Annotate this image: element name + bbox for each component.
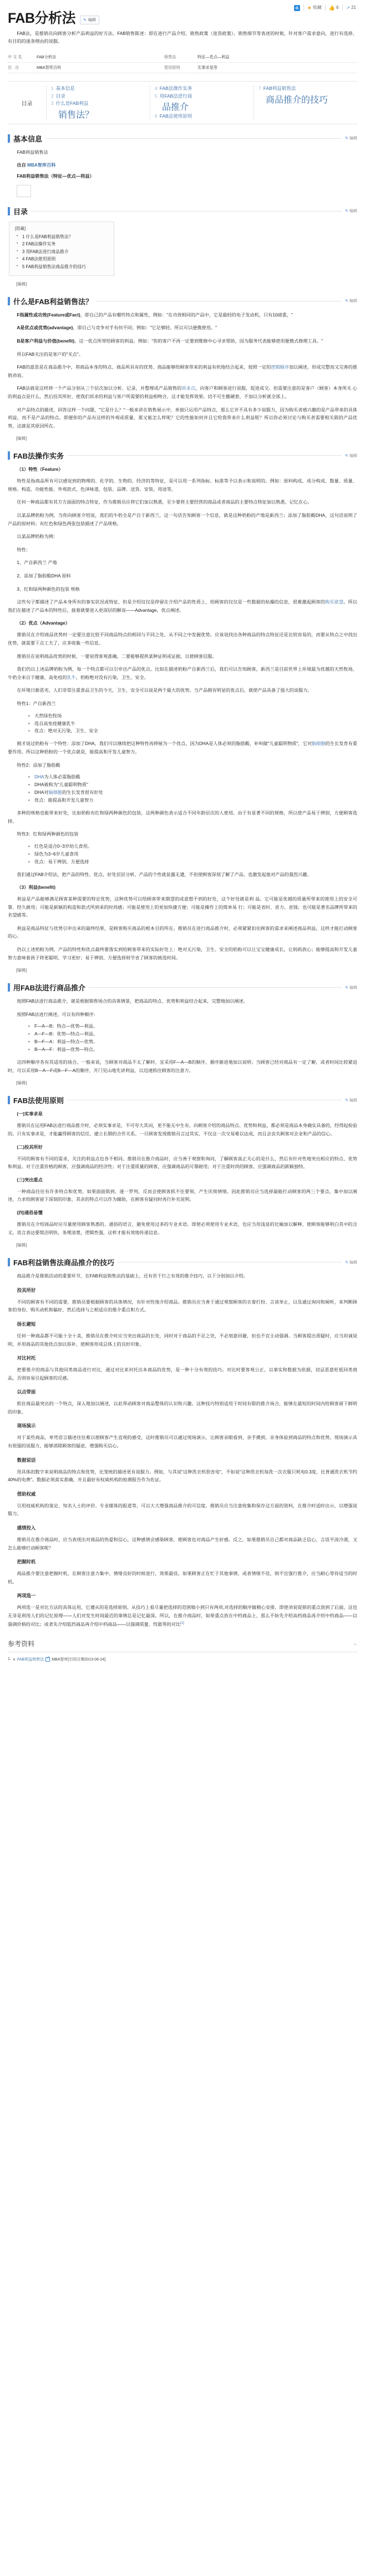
section-body-tips: [8, 1272, 357, 1629]
source-link[interactable]: MBA智库百科: [27, 162, 56, 168]
pencil-icon: ✎: [345, 1098, 348, 1103]
tip-heading-1: 投其所好: [17, 1287, 36, 1293]
feature-item-2: 2、添加了脂肪酸DHA 原料: [17, 573, 71, 579]
feature-para-4a: 这些句子都描述了产品本身所有的事实状况或特征，但是介绍仅仅是停留在介绍产品的性质上，给顾客的仅仅是一些数据的枯燥的信息，很难激起顾客的: [17, 600, 326, 605]
section-title: 用FAB法进行商品推介: [13, 984, 86, 993]
hide-toggle[interactable]: [隐藏]: [15, 225, 26, 231]
list-item: [34, 773, 357, 781]
like-button[interactable]: [326, 4, 343, 11]
toc-number: 3: [51, 100, 54, 107]
tip-heading-3: 对比衬托: [17, 1355, 36, 1361]
list-item: • 选自高免疫健康乳牛: [34, 720, 357, 728]
dha-link[interactable]: DHA: [34, 774, 44, 780]
list-item: • 优点：绝对无污染，卫生、安全: [34, 727, 357, 735]
advantage-para-3: [8, 666, 357, 682]
tip-heading-8: 感情投入: [17, 1525, 36, 1531]
feature-desc: ，即自己的产品有哪些特点和属性，例如："在功效相同的产品中，它是最轻的电子发动机，只有10磅重，": [80, 312, 293, 318]
tip-para-3: 把要推介的商品与其他同类商品进行对比，通过对比来衬托出本商品的优势，是一种十分有效的技巧。对比时要客观公正，以事实和数据为依据，切忌恶意贬低同类商品，否则容易引起顾客的反感。: [8, 1367, 357, 1381]
benefit-para-1: 利益是产品能够满足顾客某种需要的特定优势，这种优势可以给顾客带来期望的或意想不到的好处，这个好处就是利 益。它可能是优越的质量所带来的使用上的安全可靠、经久耐用；可能是新颖的构造和款式所到来的时尚感；可能是使用上的更加快捷方便；可能是操作上的简单易 行；可能是省时、省力、省钱；也可能是著名品牌所带来的名望感等。: [8, 897, 357, 918]
section-accent-bar: [8, 207, 10, 215]
principle-para-3: 一种商品往往有许多特点和优势，如果面面俱到，逐一罗列，反而会使顾客抓不住要领，产生厌烦情绪。因此推销员应当选择最能打动顾客的两三个要点，集中加以阐述，力求给顾客留下深刻的印象。其余的特点可以作为辅助，在顾客有疑问时再行补充说明。: [8, 1189, 357, 1203]
spec-para: 多种的规格也能带来好处，比如奶粉有红和绿两种颜色的包装，这两种颜色表示适合不同年龄层次的人使用。由于有显著不同的规格，所以使产品易于辨别，方便顾客选择。: [8, 810, 357, 824]
purchase-desire-link[interactable]: 购买欲望: [325, 600, 344, 605]
brain-cell-link[interactable]: 脑细胞: [48, 790, 63, 796]
section-divider: [67, 455, 342, 456]
benefit-para-3: 仍以上述奶粉为例，产品的特性和优点最终要落实到给顾客带来的实际好处上：绝对无污染，卫生、安全的奶粉可以让宝宝健康成长，让妈妈放心；能够提高和开发儿童智力意味着孩子将更聪明、学习更好；易于辨别、方便选择则节省了顾客的挑选时间。: [8, 947, 357, 960]
page-title: FAB分析法: [8, 11, 76, 26]
placeholder-box: [17, 185, 31, 197]
dha-para-a: 刚才说过奶粉有一个特性：添加了DHA。我们可以继续把这种特性再伸展为一个优点，因为DHA是人体必须的脂肪酸，补叫做"儿童聪明物质"，它对: [17, 741, 312, 747]
list-item[interactable]: • 2 FAB法操作实务: [22, 240, 108, 248]
star-icon: ★: [307, 4, 312, 11]
section-divider: [31, 211, 342, 212]
tips-intro: 商品推介是推销活动的重要环节，在FAB利益销售法的基础上，还有若干行之有效的推介技巧，以下分别加以介绍。: [17, 1274, 249, 1279]
toc-text: 基本信息: [55, 85, 75, 92]
toc-entry[interactable]: [51, 85, 145, 93]
list-item-pre: DHA对: [34, 790, 49, 796]
section-body-contents: [8, 217, 357, 287]
section-edit-button[interactable]: [345, 1098, 357, 1103]
inline-edit-tag[interactable]: [编辑]: [16, 436, 27, 441]
advantage-para-4: 在环境日渐恶劣，人们非常注重食品卫生的今天，卫生、安全可以说是两个最大的优势。当产品拥有明显的优点后，就使产品具备了强大的说服力。: [17, 688, 312, 693]
reference-entry: [8, 1657, 357, 1662]
section-accent-bar: [8, 983, 10, 992]
favorite-button[interactable]: [304, 4, 326, 11]
title-edit-label: 编辑: [88, 18, 96, 22]
section-header-basic-info: [8, 133, 357, 144]
source-prefix: 出自: [17, 162, 28, 168]
tip-heading-10: 两项选一: [17, 1593, 36, 1599]
list-item: • 天然绿色牧场: [34, 712, 357, 720]
info-table: [8, 52, 357, 73]
pencil-icon: ✎: [83, 18, 87, 22]
section-edit-button[interactable]: [345, 298, 357, 304]
tip-heading-6: 数据说话: [17, 1457, 36, 1463]
pencil-icon: ✎: [345, 454, 348, 458]
fab-meaning-b: 加以阐述，形成完整而又完善的推销劝说。: [8, 365, 357, 378]
list-item: • B—A—F：利益—优势—特点。: [34, 1046, 357, 1054]
tip-heading-7: 借助权威: [17, 1491, 36, 1497]
toc-column: [47, 85, 150, 120]
section-edit-label: 编辑: [349, 1260, 357, 1265]
reference-source: MBA智库[引用日期2013-06-24]: [52, 1657, 106, 1662]
feature-term: F指属性或功效(Feature或Fact): [17, 312, 80, 318]
toc-text: 目录: [55, 93, 65, 99]
feature-item-1: 1、产自新西兰 产地: [17, 560, 57, 566]
feature3-list: [8, 843, 357, 866]
toc-text: FAB法使用原则: [159, 113, 192, 119]
pencil-icon: ✎: [345, 985, 348, 990]
feature-para-4: [8, 598, 357, 615]
tip-para-9: 商品推介要注意把握时机，在顾客注意力集中、情绪良好的时候进行，效果最佳。如果顾客正在忙于其他事情，或者情绪不佳，则不宜强行推介，应当耐心等待适当的时机。: [8, 1571, 357, 1584]
reference-caret[interactable]: ∧: [12, 1657, 16, 1662]
section-header-contents: [8, 206, 357, 217]
section-accent-bar: [8, 297, 10, 305]
section-body-basic-info: [8, 149, 357, 197]
table-row: [8, 52, 357, 63]
toc-number: 6: [155, 113, 158, 119]
reference-link[interactable]: FAB利益销售法: [17, 1657, 44, 1662]
list-item-text: 的生长发育很有好处: [62, 790, 103, 796]
toc-entry[interactable]: [51, 93, 145, 100]
contents-list: [15, 233, 108, 271]
pencil-icon: ✎: [345, 1260, 348, 1265]
inline-edit-tag[interactable]: [编辑]: [16, 281, 27, 286]
list-item: • A—F—B：优势—特点—利益。: [34, 1030, 357, 1038]
logic-order-link[interactable]: 逻辑顺序: [271, 365, 290, 370]
table-of-contents: [8, 81, 357, 124]
toc-number: 2: [51, 93, 54, 99]
plus-icon: [294, 5, 300, 11]
info-key: 销售法: [164, 52, 197, 63]
section-edit-button[interactable]: [345, 1260, 357, 1265]
toc-label: 目录: [8, 85, 47, 120]
list-item: • 优点：易于辨别，方便选择: [34, 858, 357, 866]
info-key: 使用原则: [164, 63, 197, 73]
section-header-tips: [8, 1257, 357, 1267]
feature3-label: 特性3：红和绿两种颜色的包装: [17, 832, 79, 837]
tip-para-2: 任何一种商品都不可能十全十美，推销员在推介时应当突出商品的长处，同时对于商品的不足之处，不必刻意回避，但也不宜主动强调。当顾客提出质疑时，应当坦诚说明，并用商品的其他优点加以弥补，使顾客形成总体上的良好印象。: [8, 1333, 357, 1347]
toc-text: FAB法操作实务: [159, 85, 192, 92]
section-edit-label: 编辑: [349, 209, 357, 214]
section-title: 目录: [13, 207, 28, 216]
principle-heading-1: (一)实事求是: [17, 1111, 43, 1117]
section-body-promotion: [8, 998, 357, 1086]
toc-entry[interactable]: [155, 113, 249, 120]
section-title: FAB利益销售法商品推介的技巧: [13, 1259, 115, 1267]
toc-entry[interactable]: [258, 85, 353, 93]
toc-entry[interactable]: [155, 85, 249, 93]
inline-edit-tag[interactable]: [编辑]: [16, 968, 27, 973]
toc-column: [150, 85, 254, 120]
toc-number: 4: [155, 85, 158, 92]
section-header-promotion: [8, 982, 357, 993]
basic-info-line3: FAB利益销售法（特征—优点—利益）: [17, 173, 94, 179]
toc-entry[interactable]: [51, 100, 145, 108]
subheading-advantage: （2）优点（Advantage）: [17, 621, 70, 626]
toc-text-cont[interactable]: 销售法？: [58, 110, 94, 120]
principle-heading-3: (三)突出重点: [17, 1177, 43, 1183]
tip-para-5: 对于某些商品，单凭语言描述往往难以使顾客产生直观的感受，这时推销员可以通过现场演示，让顾客亲眼看到、亲手摸到、亲身体验到商品的特点和优势。现场演示具有很强的说服力，能够消除顾客的疑虑，增强购买信心。: [8, 1435, 357, 1449]
fab-summary: 我们通过FAB介绍法，把产品的特性、优点、好处层层分析，产品的个性就显露无遗，不但使顾客深刻了解了产品，也激发起他对产品的强烈兴趣。: [17, 872, 312, 877]
feature-para-1: 特性是指商品所有可以感觉到的物理的、化学的、生物的、经济的等特征，是可以用一系列指标、标准等予以表示和说明的。例如：原料构成、成分构成、数量、质量、规格、构造、功能性能、外观款式、色泽味道、包装、品牌、送货、安装、用途等，: [8, 479, 357, 492]
appeal-point-link[interactable]: 诉求点: [181, 386, 196, 391]
section-edit-button[interactable]: [345, 453, 357, 459]
pencil-icon: ✎: [345, 299, 348, 304]
basic-info-line1: FAB利益销售法: [17, 149, 48, 155]
list-item[interactable]: • 5 FAB利益销售法商品推介的技巧: [22, 263, 108, 271]
section-body-practice: [8, 466, 357, 973]
advantage-para-2: 推销员在说明商品优势的时候，一要说得客观准确，二要能够提供某种证明或证据，以使顾客信服。: [17, 653, 217, 659]
benefit-definition: [8, 338, 357, 346]
references-header: [8, 1639, 357, 1652]
section-title: FAB法操作实务: [13, 452, 64, 461]
share-count: 21: [351, 5, 356, 10]
advantage-para-3a: 我们仍以上述品牌奶粉为例，每一个特点都可以引申出产品的优点。比如在描述奶粉产自新西兰后，我们可以告知顾客，新西兰是目前世界上环境最为优越的天然牧场，牛奶全来自于健康、高免疫的: [8, 667, 357, 680]
title-edit-button[interactable]: [80, 16, 99, 24]
section-edit-label: 编辑: [349, 454, 357, 458]
list-item: [34, 789, 357, 797]
section-header-principles: [8, 1095, 357, 1105]
dairy-cow-link[interactable]: 乳牛: [67, 675, 76, 680]
product-feature-desc: [8, 406, 357, 431]
toc-column: [254, 85, 357, 120]
feature1-label: 特性1：产自新西兰: [17, 701, 56, 706]
subheading-feature: （1）特性（Feature）: [17, 467, 63, 472]
info-key: 出 自: [8, 63, 37, 73]
list-item[interactable]: • 3 用FAB法进行商品推介: [22, 248, 108, 256]
product-feature-text: 对产品特点的描述，回答这样一个问题，"它是什么？"一般来讲在销售展示中，单独只运用产品特点，那么它并不具有多少说服力，因为购买者感兴趣的是产品带来的具体利益，而不是产品的特点。即便你的产品有这样的外观或质量，那又能怎么样呢？它的性能如何并且它给我带来什么利益呢？所以你必须讨论与购买者需要相关联的产品优势，这就是其原因所在。: [8, 407, 357, 429]
section-edit-label: 编辑: [349, 299, 357, 304]
section-accent-bar: [8, 134, 10, 143]
section-edit-button[interactable]: [345, 208, 357, 214]
like-count: 6: [336, 5, 339, 10]
milk-example-label: 以某品牌奶粉为例：: [17, 534, 58, 540]
feature-label: 特性：: [17, 547, 31, 552]
promotion-para-1: 按照FAB法进行商品推介，就是根据销售场合的具体情景，把商品的特点、优势和利益结合起来，完整地加以阐述。: [17, 999, 249, 1004]
add-to-collection-button[interactable]: [291, 4, 304, 11]
inline-edit-tag[interactable]: [编辑]: [16, 1080, 27, 1086]
section-edit-button[interactable]: [345, 135, 357, 141]
feature2-list: [8, 773, 357, 804]
info-value: MBA智库百科: [37, 63, 164, 73]
tip-heading-2: 扬长避短: [17, 1321, 36, 1327]
share-icon: ↗: [346, 4, 351, 11]
list-item: • F—A—B：特点—优势—利益。: [34, 1023, 357, 1030]
tip-para-7: 引用权威机构的鉴定、知名人士的评价、专业媒体的报道等，可以大大增强商品推介的可信度。推销员应当注意收集和保存这方面的资料，在推介时适时出示，以增强说服力。: [8, 1503, 357, 1517]
info-value: 特征—优点—利益: [197, 52, 357, 63]
tip-para-10-text: 两项选一是对比方法的具体运用，它遵从的是选择原则。从技巧上看尽量把选择的范围缩小到只有两项,对选择的顺序做精心安排，即使劝说促销的重点放到了后面，这也无非是利用人们的记忆原理——人们对发生时间最近的事情总是记忆最深。所以，在推介商品时，如果重点放在中档商品上，那么不妨先介绍高档商品再介绍中档商品——以强调价格的对比；或者先介绍低挡商品再介绍中档商品——以强调质量、性能等的对比: [8, 1605, 357, 1627]
section-edit-label: 编辑: [349, 137, 357, 141]
subheading-benefit: （3）利益(benefit): [17, 885, 55, 890]
fab-levels-a: FAB法就是这样将一个产品分别从三个层次加以分析、记录，并整理成产品销售的: [17, 386, 182, 391]
tip-heading-9: 把握时机: [17, 1559, 36, 1565]
section-header-practice: [8, 450, 357, 461]
tip-para-1: 不同的顾客有不同的需要，推销员要根据顾客的具体情况，有针对性地介绍商品。推销员应当善于通过观察顾客的衣着打扮、言谈举止，以及通过询问和倾听，来判断顾客的身份、购买动机和偏好，然后选择与之相适应的推介重点和方式。: [8, 1299, 357, 1313]
chevron-down-icon[interactable]: ⌄: [353, 1640, 357, 1646]
feature-para-2: 任何一种商品都有其方方面面的特点特征，作为推销员应将它们加以熟悉，至少要将主要经营的商品或者商品的主要特点特征加以熟悉，记忆在心。: [17, 500, 312, 505]
inline-edit-tag[interactable]: [编辑]: [16, 1242, 27, 1248]
contents-box: [9, 222, 114, 276]
principle-heading-2: (二)投其所好: [17, 1144, 43, 1150]
principle-para-2: 不同的顾客有不同的需求，关注的利益点也各不相同。推销员在推介商品时，应当善于观察和询问，了解顾客真正关心的是什么，然后有针对性地突出相应的特点、优势和利益。对于注重价格的顾客，应强调商品的经济性；对于注重质量的顾客，应强调商品的可靠耐用；对于注重时尚的顾客，应强调商品的新颖独特。: [8, 1156, 357, 1170]
list-item[interactable]: • 1 什么是FAB利益销售法？: [22, 233, 108, 241]
section-accent-bar: [8, 451, 10, 460]
section-title: 什么是FAB利益销售法？: [13, 297, 93, 306]
section-edit-label: 编辑: [349, 1098, 357, 1103]
tip-para-8: 推销员在推介商品时，应当表现出对商品的热爱和信心，这种感情会感染顾客，使顾客也对商品产生好感。反之，如果推销员自己都对商品缺乏信心，言语平淡冷漠，又怎么能够打动顾客呢？: [8, 1537, 357, 1551]
toc-text: 什么是FAB利益: [55, 100, 89, 107]
section-divider: [89, 987, 342, 988]
section-accent-bar: [8, 1258, 10, 1266]
tip-para-10: [8, 1604, 357, 1629]
fab-meaning-a: FAB的意思是在商品推介中，将商品本身的特点、商品所具有的优势、商品能够给顾客带来的利益有机地结合起来，按照一定的: [17, 365, 271, 370]
toc-number: 1: [51, 85, 54, 92]
section-title: FAB法使用原则: [13, 1096, 64, 1105]
buying-point-note: 所以FAB关注的是客户的"买点"。: [17, 351, 83, 357]
list-item: • DHA被称为"儿童聪明物质": [34, 781, 357, 789]
section-divider: [45, 138, 342, 139]
toc-number: 5: [155, 93, 158, 99]
section-body-principles: [8, 1111, 357, 1248]
principle-para-1: 推销员在运用FAB法进行商品推介时，必须实事求是，不可夸大其词，更不能无中生有。向顾客介绍的商品特点、优势和利益，都必须是商品本身确实具备的，经得起检验的。只有实事求是，才能赢得顾客的信任，建立长期的合作关系。一旦顾客发现推销员言过其实，不仅这一次交易难以达成，而且会丧失顾客对企业和产品的信心。: [8, 1123, 357, 1136]
pencil-icon: ✎: [345, 209, 348, 214]
fab-meaning: [8, 364, 357, 380]
pencil-icon: ✎: [345, 137, 348, 141]
list-item[interactable]: • 4 FAB法使用原则: [22, 255, 108, 263]
toc-text-cont[interactable]: 商品推介的技巧: [266, 95, 328, 105]
advantage-term: A是优点或优势(advantage): [17, 325, 73, 331]
promotion-para-2: 按照FAB法进行阐述，可以有四种顺序：: [17, 1012, 98, 1017]
benefit-term: B是客户利益与价值(benefit): [17, 338, 75, 344]
principle-heading-4: (四)通俗易懂: [17, 1210, 43, 1215]
fab-levels-b: ，向客户和顾客进行说服，促进成交。但需要注意的是客户（顾客）本身所关 心的利益点是什么，然后投其所好，使我们诉求的利益与客户所需要的利益相吻合，这才能发挥效果。切不可生搬硬套，不加以分析就全部上。: [8, 386, 357, 399]
external-link-icon[interactable]: [45, 1657, 50, 1662]
share-button[interactable]: [343, 4, 357, 11]
section-edit-label: 编辑: [349, 985, 357, 990]
list-item: • 红色是适合0~3岁幼儿食用。: [34, 843, 357, 851]
list-item: • B—F—A：利益—特点—优势。: [34, 1038, 357, 1046]
tip-para-4: 抓住商品最突出的一个特点，深入地加以阐述，以此带动顾客对商品整体的认识和兴趣。这种技巧特别适用于时间有限的推介场合，能够在最短的时间内给顾客留下鲜明的印象。: [8, 1401, 357, 1415]
favorite-label: 收藏: [312, 5, 322, 10]
feature-para-3: 以某品牌奶粉为例，当你向顾客介绍说，我们的牛奶全是产自于新西兰，这一句话告知顾客一个信息，就是这种奶粉的产地是新西兰；添加了脂肪酸DHA，这句话说明了产品的原材料；有红色和绿色两张包装描述了产品规格。: [8, 513, 357, 526]
feature-para-4b: 。所以我们在描述了产品本的特性后，接着就要进入更深层的解说——Advantage，优点阐述。: [8, 600, 357, 613]
feature1-list: [8, 712, 357, 736]
benefit-para-2: 利益是商品特征与优势引申出来的最终结果，是顾客购买商品的根本目的所在。推销员在进行商品推介时，必须紧紧扣住顾客的需求来阐述商品利益，这样才能打动顾客的心。: [8, 925, 357, 939]
section-accent-bar: [8, 1096, 10, 1104]
feature-item-3: 3、红和绿两种颜色的包装 规格: [17, 586, 80, 592]
toc-number: 7: [258, 85, 261, 92]
basic-info-line2: [8, 162, 357, 168]
dha-para-b: 的生长发育有重要作用。所以这种奶粉的一个优点就是，能提高和开发儿童智力。: [8, 741, 357, 754]
tip-heading-4: 以点带面: [17, 1389, 36, 1395]
reference-number: 1.: [8, 1657, 11, 1662]
advantage-para-3b: ，奶粉绝对没有污染，卫生、安全。: [75, 675, 149, 680]
promotion-para-3: 这四种顺序各有其适用的场合。一般来说，当顾客对商品不太了解时，宜采用F—A—B的顺序，循序渐进地加以说明；当顾客已经对商品有一定了解，或者时间比较紧迫时，可以采用B—A—F或B—F—A的顺序，开门见山地先讲利益，以迅速抓住顾客的注意力。: [8, 1060, 357, 1073]
table-row: [8, 63, 357, 73]
tip-para-6: 用具体的数字来说明商品的特点和优势，比笼统的描述更有说服力。例如，与其说"这种洗衣机很省电"，不如说"这种洗衣机每洗一次衣服只耗电0.3度，比普通洗衣机节约40%的电费"。数据必须真实准确，并且最好有权威机构的检测报告作为佐证。: [8, 1469, 357, 1483]
section-title: 基本信息: [13, 134, 43, 143]
advantage-definition: [8, 324, 357, 333]
lead-paragraph: FAB法，是推销员向顾客分析产品利益的好方法。FAB销售陈述：即在进行产品介绍、销售政策（进货政策）、销售细节等表述的时候，针对客户需求意向，进行有选择、有目的的逐条理由的说服。: [8, 31, 357, 44]
citation-marker[interactable]: [1]: [180, 1621, 184, 1625]
title-row: [0, 11, 365, 27]
info-value: 实事求是等: [197, 63, 357, 73]
feature-definition: [8, 311, 357, 320]
section-edit-button[interactable]: [345, 985, 357, 990]
info-value: FAB分析法: [37, 52, 164, 63]
references-title: 参考资料: [8, 1639, 35, 1648]
toc-entry[interactable]: [155, 93, 249, 100]
benefit-desc: ，这一优点所带给顾客的利益。例如："你的客户不再一定要到维修中心寻求帮助，因为服务代表能够使用便携式修理工具。": [74, 338, 323, 344]
list-item-text: 为人体必需脂肪酸: [44, 774, 80, 780]
thumbs-up-icon: 👍: [328, 4, 336, 11]
fab-order-list: [8, 1023, 357, 1054]
fab-three-levels: [8, 385, 357, 401]
list-item: • 优点：能提高和开发儿童智力: [34, 797, 357, 804]
toc-text: 用FAB法进行商: [159, 93, 192, 99]
list-item: • 绿色为3~6岁儿童食用: [34, 851, 357, 858]
tip-heading-5: 现场演示: [17, 1423, 36, 1429]
toc-text-cont[interactable]: 品推介: [162, 103, 189, 113]
toc-text: FAB利益销售法: [263, 85, 296, 92]
info-key: 中文名: [8, 52, 37, 63]
principle-para-4: 推销员在介绍商品时应尽量使用顾客熟悉的、通俗的语言，避免使用过多的专业术语。即使必须使用专业术语，也应当用浅显的比喻加以解释，使顾客能够明白其中的含义。语言表达要简洁明快，条理清楚，逻辑性强，这样才能有效地传递信息。: [8, 1221, 357, 1235]
section-body-what-is: [8, 311, 357, 442]
feature2-label: 特性2：添加了脂肪酸: [17, 762, 60, 768]
dha-para: [8, 740, 357, 756]
section-header-what-is: [8, 296, 357, 306]
advantage-desc: ，即自己与竞争对手有何不同；例如："它足够轻。所以可以便携使用。": [73, 325, 217, 331]
brain-cell-link[interactable]: 脑细胞: [312, 741, 326, 747]
advantage-para-1: 推销员在介绍商品优势时一定要注意比较不同商品特点的相同与不同之处，从不同之中发掘优势。应该说找出各种商品的特点特征还是比较容易的，而要从特点之中找出优势，就需要下点工夫了，应多收集一些信息。: [8, 632, 357, 646]
